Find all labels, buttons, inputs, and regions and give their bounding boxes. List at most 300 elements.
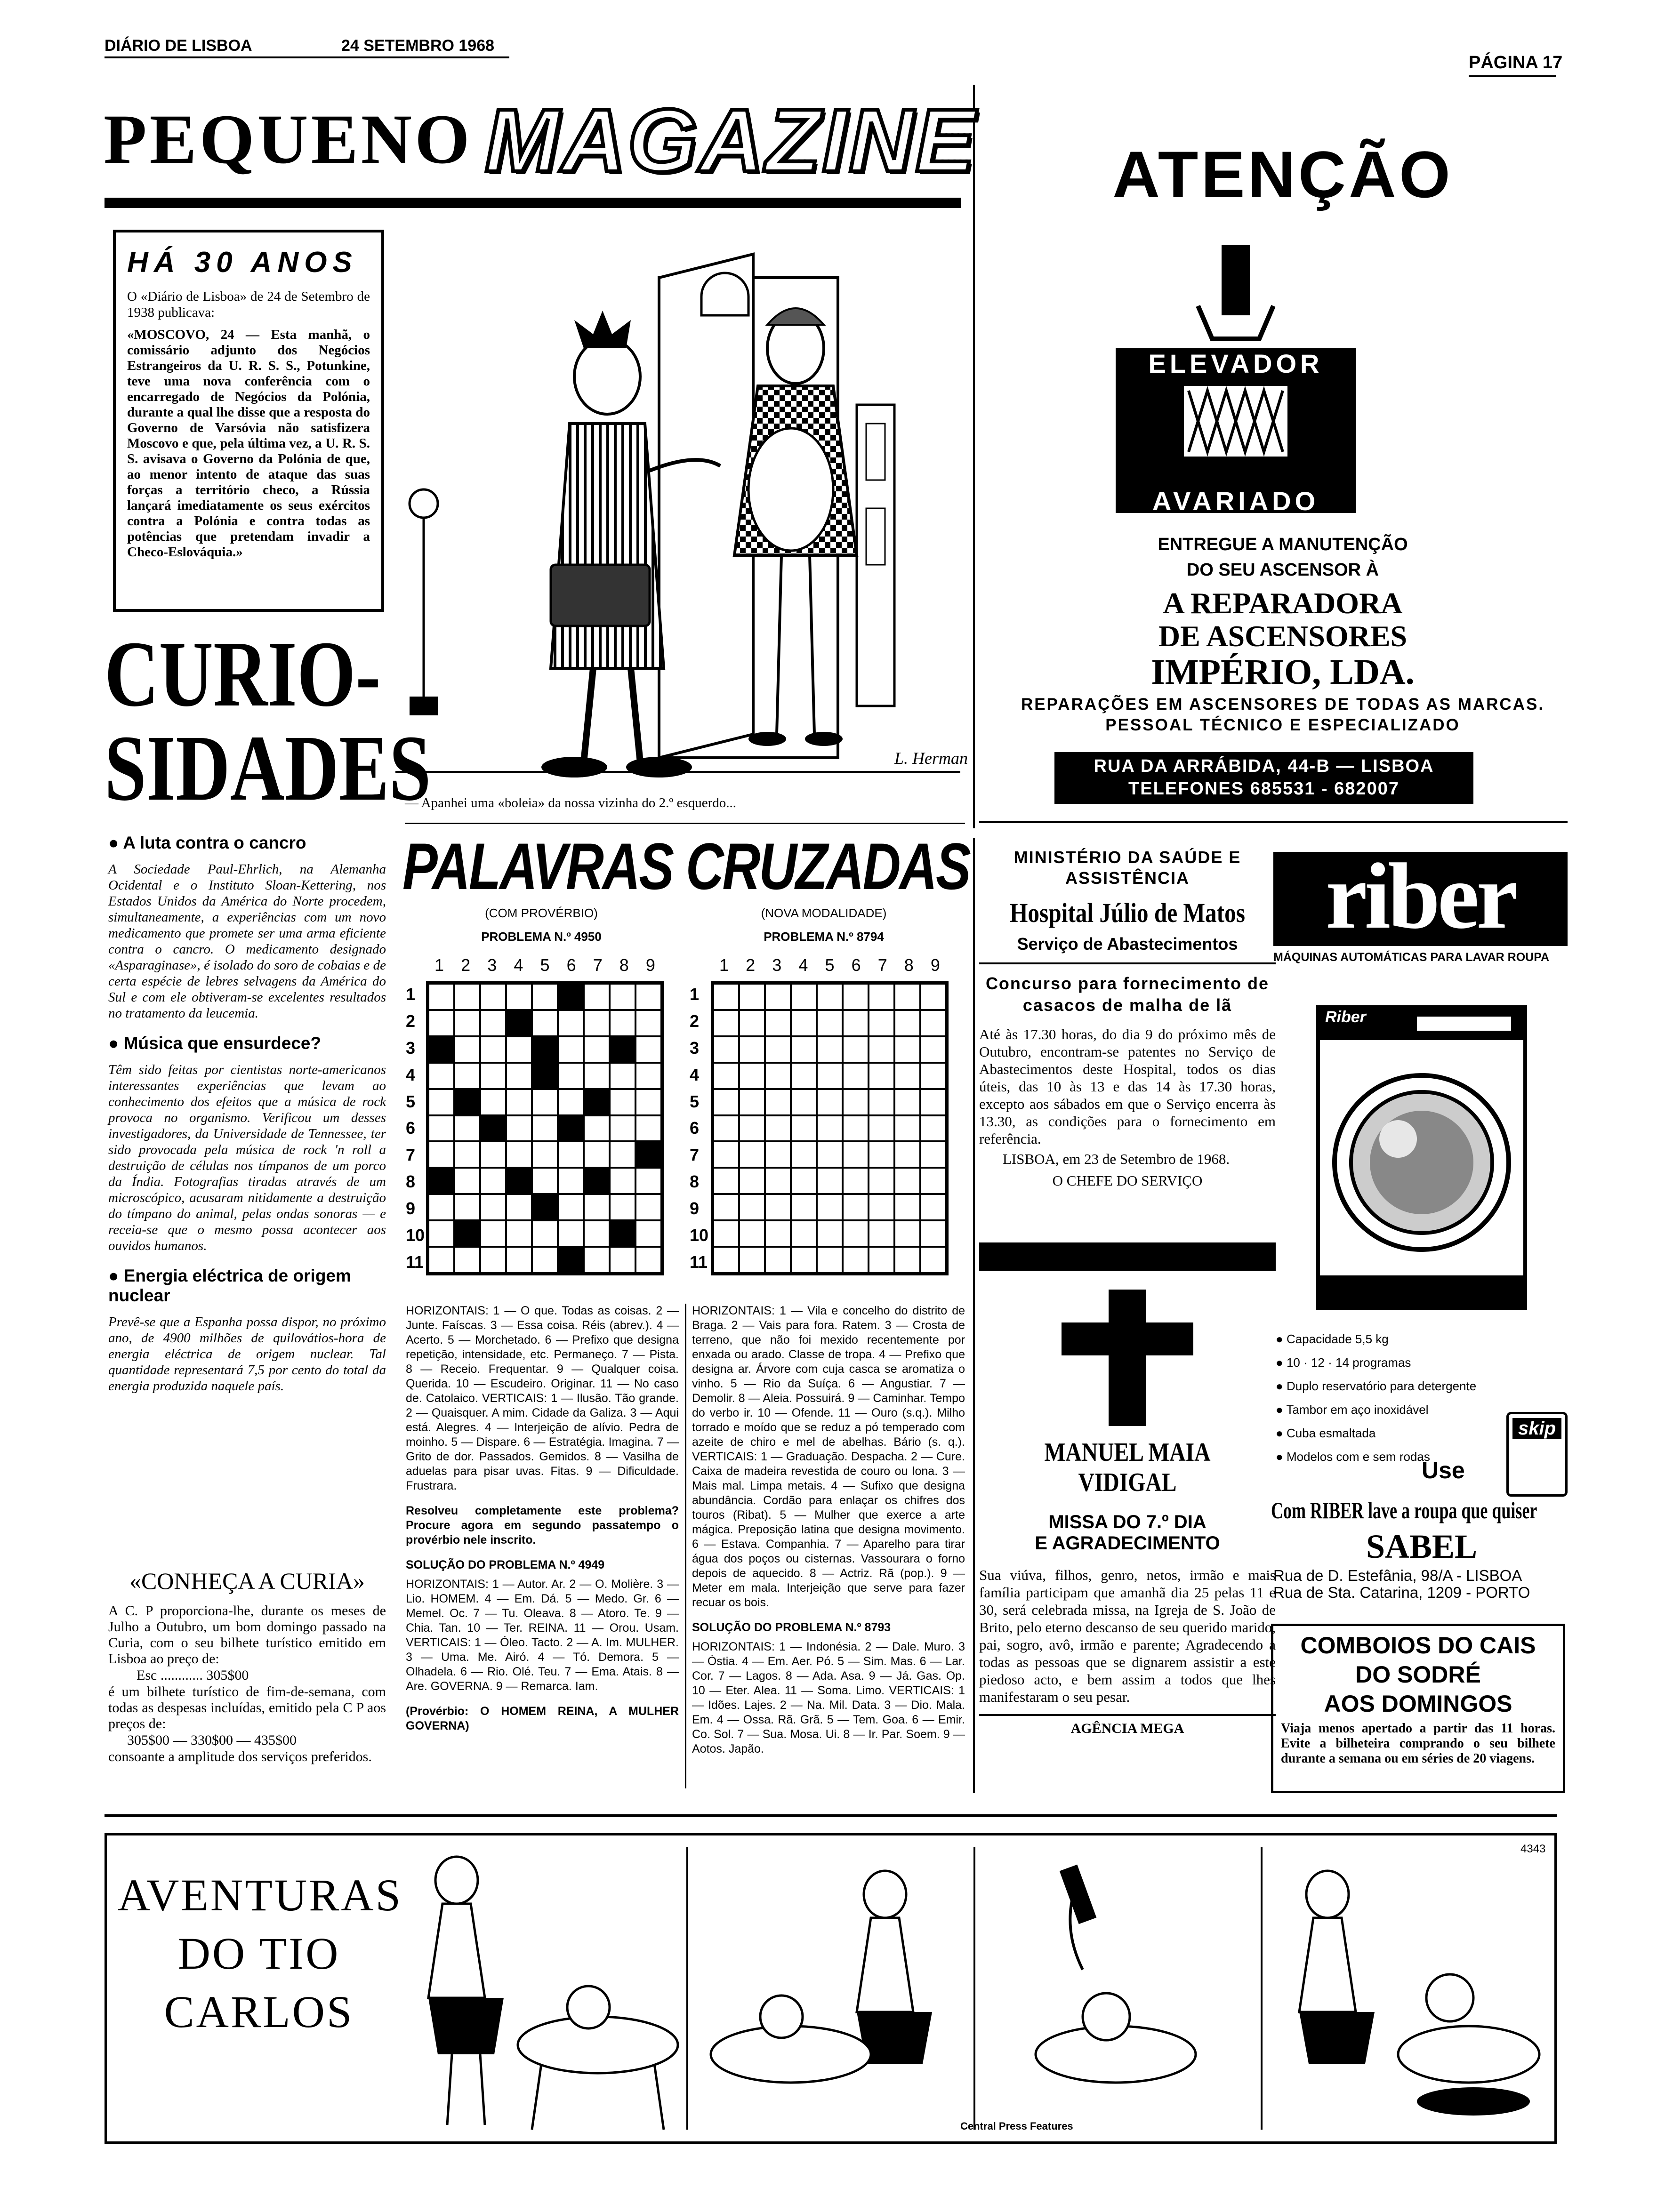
curia-title: «CONHEÇA A CURIA» <box>129 1568 365 1594</box>
crossword-title: PALAVRAS CRUZADAS <box>402 829 970 903</box>
crossword-cell[interactable] <box>480 984 506 1010</box>
crossword-cell[interactable] <box>428 984 454 1010</box>
crossword-cell[interactable] <box>817 1010 843 1036</box>
crossword-cell[interactable] <box>894 1036 920 1063</box>
crossword-cell[interactable] <box>480 1247 506 1273</box>
crossword-cell[interactable] <box>610 1010 635 1036</box>
crossword-cell[interactable] <box>584 1220 610 1247</box>
crossword-cell[interactable] <box>765 1115 791 1142</box>
row-number: 3 <box>406 1038 416 1058</box>
crossword-cell[interactable] <box>791 1194 817 1220</box>
row-number: 8 <box>406 1172 416 1192</box>
crossword-cell[interactable] <box>791 1168 817 1194</box>
comboios-body: Viaja menos apertado a partir das 11 horas. Evite a bilheteira comprando o seu bilhete durante a semana ou em séries de 20 viagens. <box>1281 1721 1555 1766</box>
riber-address-1: Rua de D. Estefânia, 98/A - LISBOA <box>1273 1567 1522 1584</box>
curia-text-3: consoante a amplitude dos serviços preferidos. <box>108 1749 372 1764</box>
crossword-cell[interactable] <box>454 1247 480 1273</box>
crossword-cell[interactable] <box>428 1247 454 1273</box>
crossword-cell[interactable] <box>739 1063 765 1089</box>
crossword-cell[interactable] <box>843 984 869 1010</box>
row-number: 8 <box>690 1172 700 1192</box>
crossword-cell[interactable] <box>920 1247 946 1273</box>
crossword-cell[interactable] <box>558 1010 584 1036</box>
crossword-cell[interactable] <box>454 1168 480 1194</box>
atencao-company-3: IMPÉRIO, LDA. <box>1151 652 1415 692</box>
col-number: 8 <box>619 955 629 975</box>
crossword-cell[interactable] <box>480 1168 506 1194</box>
crossword-cell[interactable] <box>765 1036 791 1063</box>
crossword-cell[interactable] <box>506 1220 532 1247</box>
crossword-cell[interactable] <box>635 1220 661 1247</box>
crossword-cell[interactable] <box>817 1247 843 1273</box>
ha30-intro: O «Diário de Lisboa» de 24 de Setembro de 1938 publicava: <box>127 289 370 320</box>
ministerio-notice <box>979 847 1276 1190</box>
curia-text-1: A C. P proporciona-lhe, durante os meses de Julho a Outubro, um bom domingo passado na Curia, com o seu bilhete turístico emitido em Lisboa ao preço de: <box>108 1603 386 1667</box>
crossword-cell[interactable] <box>894 1194 920 1220</box>
crossword-cell[interactable] <box>739 1089 765 1115</box>
crossword-black-cell <box>558 1247 584 1273</box>
crossword-cell[interactable] <box>894 1010 920 1036</box>
crossword-cell[interactable] <box>558 1168 584 1194</box>
crossword-cell[interactable] <box>480 1194 506 1220</box>
bullet-icon: ● <box>1276 1450 1287 1464</box>
crossword-left-grid[interactable] <box>426 981 664 1275</box>
crossword-cell[interactable] <box>454 984 480 1010</box>
comic-title-1: AVENTURAS <box>118 1870 402 1920</box>
atencao-address-box <box>1054 752 1473 804</box>
atencao-company-1: A REPARADORA <box>1163 586 1403 620</box>
riber-address-2: Rua de Sta. Catarina, 1209 - PORTO <box>1273 1584 1530 1601</box>
curiosidade-text-3: Prevê-se que a Espanha possa dispor, no próximo ano, de 4900 milhões de quilovátios-hora de energia eléctrica de origem nuclear. Tal quantidade representará 7,5 por cento do total da energia produzida naquele país. <box>108 1314 386 1394</box>
col-number: 8 <box>904 955 914 975</box>
crossword-cell[interactable] <box>869 984 894 1010</box>
crossword-cell[interactable] <box>584 984 610 1010</box>
crossword-left-solution-title: SOLUÇÃO DO PROBLEMA N.º 4949 <box>406 1558 605 1571</box>
crossword-cell[interactable] <box>765 1168 791 1194</box>
crossword-cell[interactable] <box>635 1247 661 1273</box>
crossword-cell[interactable] <box>869 1036 894 1063</box>
row-number: 4 <box>406 1065 416 1084</box>
crossword-cell[interactable] <box>894 1220 920 1247</box>
crossword-cell[interactable] <box>920 1089 946 1115</box>
crossword-cell[interactable] <box>843 1247 869 1273</box>
crossword-cell[interactable] <box>480 1220 506 1247</box>
crossword-cell[interactable] <box>843 1036 869 1063</box>
obituary-rule <box>979 1714 1276 1716</box>
crossword-cell[interactable] <box>791 1141 817 1168</box>
crossword-cell[interactable] <box>480 1010 506 1036</box>
crossword-cell[interactable] <box>739 1036 765 1063</box>
ha30-title: HÁ 30 ANOS <box>127 246 358 279</box>
crossword-cell[interactable] <box>739 1168 765 1194</box>
row-number: 1 <box>406 985 416 1004</box>
crossword-cell[interactable] <box>584 1194 610 1220</box>
crossword-cell[interactable] <box>739 1194 765 1220</box>
crossword-cell[interactable] <box>428 1194 454 1220</box>
comboios-line-3: AOS DOMINGOS <box>1324 1691 1512 1717</box>
atencao-line-2: DO SEU ASCENSOR À <box>1186 560 1379 580</box>
crossword-cell[interactable] <box>739 1220 765 1247</box>
crossword-cell[interactable] <box>920 984 946 1010</box>
crossword-cell[interactable] <box>791 1115 817 1142</box>
crossword-cell[interactable] <box>920 1168 946 1194</box>
crossword-right-solution: HORIZONTAIS: 1 — Indonésia. 2 — Dale. Muro. 3 — Óstia. 4 — Em. Aer. Pó. 5 — Sim. Mas. 6 — Lar. Cor. 7 — Lagos. 8 — Ada. Asa. 9 — Já. Gas. Op. 10 — Eter. Alea. 11 — Soma. Limo. VERTICAIS: 1 — Idões. Lajes. 2 — Na. Mil. Data. 3 — Dio. Mala. Em. 4 — Ossa. Rã. Grã. 5 — Tem. Goa. 6 — Emir. Co. Sol. 7 — Sua. Mosa. Ui. 8 — Ir. Par. Soem. 9 — Aotos. Japão. <box>692 1640 965 1755</box>
crossword-right-clues: HORIZONTAIS: 1 — Vila e concelho do distrito de Braga. 2 — Vais para fora. Ratem. 3 — Crosta de terreno, que não foi mexido recentemente por enxada ou arado. Classe de tropa. 4 — Prefixo que designa ar. Árvore com cuja casca se aromatiza o vinho. 5 — Rio da Suíça. 6 — Angustiar. 7 — Demolir. 8 — Aleia. Possuirá. 9 — Caminhar. Tempo do verbo ir. 10 — Ofende. 11 — Ouro (s.q.). Milho torrado e moído que se reduz a pó temperado com azeite de chiro e mel de abelhas. Bário (s. q.). VERTICAIS: 1 — Graduação. Despacha. 2 — Cure. Caixa de madeira revestida de couro ou lona. 3 — Mais mal. Limpa metais. 4 — Sufixo que designa abundância. Cordão para enlaçar os chifres dos touros (Ribat). 5 — Mulher que exerce a arte mágica. Preposição latina que designa movimento. 6 — Estava. Companhia. 7 — Aparelho para tirar água dos poços ou cisternas. Vassourara o forno depois de aquecido. 8 — Actriz. Rã (pop.). 9 — Meter em mala. Interjeição que serve para fazer recuar os bois. <box>692 1304 965 1609</box>
crossword-cell[interactable] <box>713 1141 739 1168</box>
col-number: 7 <box>877 955 887 975</box>
issue-date: 24 SETEMBRO 1968 <box>341 37 495 55</box>
curiosidade-text-1: A Sociedade Paul-Ehrlich, na Alemanha Ocidental e o Instituto Sloan-Kettering, nos Estados Unidos da América do Norte procedem, simultaneamente, a experiências com um novo medicamento que promete ser uma arma eficiente contra o cancro. O medicamento designado «Asparaginase», é isolado do soro de cobaias e de certa espécie de lebres selvagens da América do Sul e com ele obtiveram-se excelentes resultados no tratamento da leucemia. <box>108 862 386 1021</box>
crossword-cell[interactable] <box>765 1089 791 1115</box>
crossword-black-cell <box>532 1036 558 1063</box>
crossword-cell[interactable] <box>765 1063 791 1089</box>
obituary <box>979 1271 1276 1737</box>
crossword-cell[interactable] <box>894 1115 920 1142</box>
col-number: 3 <box>487 955 497 975</box>
crossword-cell[interactable] <box>428 1115 454 1142</box>
ministerio-concurso: Concurso para fornecimento de casacos de malha de lã <box>985 974 1270 1015</box>
curiosidade-heading-3: ● Energia eléctrica de origem nuclear <box>108 1266 351 1305</box>
crossword-cell[interactable] <box>817 1063 843 1089</box>
crossword-cell[interactable] <box>869 1141 894 1168</box>
crossword-cell[interactable] <box>480 1141 506 1168</box>
riber-slogan: Com RIBER lave a roupa que quiser <box>1271 1497 1537 1523</box>
crossword-cell[interactable] <box>920 1141 946 1168</box>
crossword-cell[interactable] <box>713 1063 739 1089</box>
col-number: 4 <box>514 955 523 975</box>
crossword-cell[interactable] <box>894 1141 920 1168</box>
crossword-cell[interactable] <box>713 1168 739 1194</box>
crossword-cell[interactable] <box>713 1194 739 1220</box>
crossword-cell[interactable] <box>610 1115 635 1142</box>
crossword-cell[interactable] <box>791 984 817 1010</box>
crossword-cell[interactable] <box>713 1089 739 1115</box>
col-number: 7 <box>593 955 603 975</box>
crossword-cell[interactable] <box>817 1141 843 1168</box>
row-number: 2 <box>690 1011 700 1031</box>
crossword-cell[interactable] <box>428 1010 454 1036</box>
crossword-cell[interactable] <box>584 1247 610 1273</box>
crossword-cell[interactable] <box>480 1063 506 1089</box>
crossword-cell[interactable] <box>558 1141 584 1168</box>
crossword-cell[interactable] <box>635 1194 661 1220</box>
crossword-cell[interactable] <box>506 1063 532 1089</box>
crossword-cell[interactable] <box>869 1168 894 1194</box>
crossword-cell[interactable] <box>610 1141 635 1168</box>
crossword-cell[interactable] <box>791 1220 817 1247</box>
crossword-black-cell <box>480 1115 506 1142</box>
col-number: 6 <box>566 955 576 975</box>
crossword-cell[interactable] <box>739 1010 765 1036</box>
crossword-cell[interactable] <box>869 1115 894 1142</box>
crossword-left-solution: HORIZONTAIS: 1 — Autor. Ar. 2 — O. Molière. 3 — Lio. HOMEM. 4 — Em. Dá. 5 — Medo. Gr. 6 — Memel. Oc. 7 — Tu. Oleava. 8 — Atoro. Te. 9 — Chia. Tan. 10 — Ter. REINA. 11 — Orou. Usam. VERTICAIS: 1 — Óleo. Tacto. 2 — A. Im. MULHER. 3 — Uma. Me. Airó. 4 — Tó. Demora. 5 — Olhadela. 6 — Rio. Olé. Teu. 7 — Ema. Atais. 8 — Are. GOVERNA. 9 — Remarca. Iam. <box>406 1578 679 1693</box>
crossword-right-grid[interactable] <box>711 981 949 1275</box>
crossword-cell[interactable] <box>610 1247 635 1273</box>
crossword-black-cell <box>584 1168 610 1194</box>
crossword-cell[interactable] <box>791 1247 817 1273</box>
row-number: 10 <box>690 1225 709 1245</box>
obituary-missa-2: E AGRADECIMENTO <box>1035 1533 1220 1554</box>
crossword-cell[interactable] <box>843 1010 869 1036</box>
crossword-cell[interactable] <box>635 1036 661 1063</box>
crossword-cell[interactable] <box>584 1010 610 1036</box>
crossword-cell[interactable] <box>506 984 532 1010</box>
feature-item: ● Duplo reservatório para detergente <box>1276 1379 1477 1393</box>
washing-machine-illustration <box>1313 1002 1530 1313</box>
row-number: 5 <box>406 1091 416 1111</box>
crossword-cell[interactable] <box>843 1220 869 1247</box>
crossword-cell[interactable] <box>843 1089 869 1115</box>
crossword-cell[interactable] <box>894 1063 920 1089</box>
crossword-cell[interactable] <box>894 984 920 1010</box>
crossword-cell[interactable] <box>532 1247 558 1273</box>
elevator-illustration <box>1116 235 1356 527</box>
crossword-right-solution-title: SOLUÇÃO DO PROBLEMA N.º 8793 <box>692 1621 891 1634</box>
crossword-cell[interactable] <box>610 1194 635 1220</box>
crossword-cell[interactable] <box>765 1247 791 1273</box>
crossword-cell[interactable] <box>454 1194 480 1220</box>
ha30-body: «MOSCOVO, 24 — Esta manhã, o comissário adjunto dos Negócios Estrangeiros da U. R. S. S., Potunkine, teve uma nova conferência com o encarregado de Negócios da Polónia, durante a qual lhe disse que a resposta do Governo de Varsóvia não satisfizera Moscovo e que, pela última vez, a U. R. S. S. avisava o Governo da Polónia de que, ao menor intento de ataque das suas forças a território checo, a Rússia lançará imediatamente os seus exércitos contra a Polónia e contra todas as potências que pretendam invadir a Checo-Eslováquia.» <box>127 327 370 560</box>
page-number: PÁGINA 17 <box>1469 53 1563 72</box>
row-number: 11 <box>406 1252 424 1272</box>
skip-logo: skip <box>1512 1418 1561 1439</box>
crossword-cell[interactable] <box>635 984 661 1010</box>
cartoon-signature: L. Herman <box>894 749 968 768</box>
crossword-cell[interactable] <box>869 1194 894 1220</box>
crossword-cell[interactable] <box>920 1115 946 1142</box>
crossword-cell[interactable] <box>739 1141 765 1168</box>
crossword-black-cell <box>610 1220 635 1247</box>
row-number: 6 <box>406 1118 416 1138</box>
crossword-cell[interactable] <box>506 1194 532 1220</box>
crossword-cell[interactable] <box>894 1168 920 1194</box>
comboios-line-2: DO SODRÉ <box>1355 1661 1481 1688</box>
crossword-cell[interactable] <box>454 1010 480 1036</box>
crossword-cell[interactable] <box>635 1115 661 1142</box>
curiosidade-heading-1: ● A luta contra o cancro <box>108 833 306 852</box>
crossword-cell[interactable] <box>428 1063 454 1089</box>
crossword-cell[interactable] <box>843 1168 869 1194</box>
crossword-cell[interactable] <box>558 1089 584 1115</box>
crossword-cell[interactable] <box>869 1010 894 1036</box>
crossword-cell[interactable] <box>843 1141 869 1168</box>
crossword-cell[interactable] <box>506 1089 532 1115</box>
crossword-cell[interactable] <box>739 1247 765 1273</box>
crossword-black-cell <box>428 1036 454 1063</box>
crossword-cell[interactable] <box>817 1220 843 1247</box>
crossword-cell[interactable] <box>739 984 765 1010</box>
col-number: 6 <box>851 955 861 975</box>
column-divider-lower <box>973 838 975 1793</box>
crossword-cell[interactable] <box>558 1194 584 1220</box>
crossword-cell[interactable] <box>584 1063 610 1089</box>
crossword-cell[interactable] <box>843 1194 869 1220</box>
feature-item: ● Tambor em aço inoxidável <box>1276 1403 1429 1417</box>
row-number: 9 <box>690 1198 700 1218</box>
crossword-cell[interactable] <box>610 1089 635 1115</box>
row-number: 7 <box>406 1145 416 1165</box>
row-number: 7 <box>690 1145 700 1165</box>
crossword-cell[interactable] <box>791 1036 817 1063</box>
crossword-cell[interactable] <box>713 1036 739 1063</box>
crossword-cell[interactable] <box>791 1063 817 1089</box>
crossword-cell[interactable] <box>791 1089 817 1115</box>
crossword-cell[interactable] <box>532 1115 558 1142</box>
crossword-cell[interactable] <box>765 984 791 1010</box>
crossword-cell[interactable] <box>920 1010 946 1036</box>
crossword-cell[interactable] <box>532 1089 558 1115</box>
masthead-rule <box>105 198 961 208</box>
riber-features <box>1276 1327 1511 1468</box>
crossword-cell[interactable] <box>869 1220 894 1247</box>
atencao-title: ATENÇÃO <box>1112 137 1453 211</box>
feature-item: ● Modelos com e sem rodas <box>1276 1450 1430 1464</box>
crossword-cell[interactable] <box>713 1010 739 1036</box>
crossword-cell[interactable] <box>843 1063 869 1089</box>
crossword-cell[interactable] <box>428 1089 454 1115</box>
crossword-left-problem: PROBLEMA N.º 4950 <box>481 930 602 944</box>
feature-item: ● Capacidade 5,5 kg <box>1276 1332 1389 1346</box>
riber-tagline: MÁQUINAS AUTOMÁTICAS PARA LAVAR ROUPA <box>1273 951 1550 964</box>
atencao-phones: TELEFONES 685531 - 682007 <box>1128 779 1400 799</box>
crossword-cell[interactable] <box>454 1115 480 1142</box>
crossword-cell[interactable] <box>428 1220 454 1247</box>
crossword-cell[interactable] <box>506 1036 532 1063</box>
crossword-cell[interactable] <box>869 1063 894 1089</box>
cartoon-rule <box>405 823 965 824</box>
crossword-left-clues: HORIZONTAIS: 1 — O que. Todas as coisas. 2 — Junte. Faíscas. 3 — Essa coisa. Réis (abrev.). 4 — Acerto. 5 — Morchetado. 6 — Prefixo que designa repetição, intensidade, etc. Permaneço. 7 — Pista. 8 — Receio. Frequentar. 9 — Qualquer coisa. Querida. 10 — Escudeiro. Originar. 11 — No caso de. Catolaico. VERTICAIS: 1 — Ilusão. Tão grande. 2 — Quaisquer. A mim. Cidade da Galiza. 3 — Aqui está. Alegres. 4 — Interjeição de alívio. Pedra de moinho. 5 — Dispare. 6 — Estratégia. Imagina. 7 — Grito de dor. Passados. Gemidos. 8 — Vasilha de aduelas para pisar uvas. Fitas. 9 — Dificuldade. Frustrara. <box>406 1304 679 1492</box>
riber-logo-box <box>1273 844 1568 948</box>
crossword-cell[interactable] <box>894 1247 920 1273</box>
crossword-cell[interactable] <box>610 984 635 1010</box>
crossword-cell[interactable] <box>920 1036 946 1063</box>
crossword-cell[interactable] <box>558 1220 584 1247</box>
crossword-cell[interactable] <box>817 1036 843 1063</box>
curiosidade-text-2: Têm sido feitas por cientistas norte-americanos interessantes experiências que levam ao conhecimento dos efeitos que a música de rock provoca no organismo. Verificou um desses investigadores, da Universidade de Tennessee, ter sido provocada pela música de rock 'n roll a destruição de células nos tímpanos de um porco da Índia. Fotografias tiradas através de um microscópico, acusaram nitidamente a destruição do tímpano do animal, pelas ondas sonoras — e receia-se que o mesmo possa acontecer aos ouvidos humanos. <box>108 1062 386 1253</box>
crossword-cell[interactable] <box>765 1194 791 1220</box>
crossword-cell[interactable] <box>920 1194 946 1220</box>
row-number: 4 <box>690 1065 700 1084</box>
row-number: 10 <box>406 1225 425 1245</box>
crossword-cell[interactable] <box>584 1141 610 1168</box>
ha30-box <box>113 230 384 612</box>
bullet-icon: ● <box>1276 1332 1287 1346</box>
avariado-label: AVARIADO <box>1152 486 1319 516</box>
crossword-cell[interactable] <box>765 1220 791 1247</box>
elevador-label: ELEVADOR <box>1148 349 1323 378</box>
crossword-left-text <box>406 1304 679 1733</box>
crossword-cell[interactable] <box>920 1220 946 1247</box>
crossword-cell[interactable] <box>817 1115 843 1142</box>
atencao-company-2: DE ASCENSORES <box>1158 619 1408 653</box>
crossword-cell[interactable] <box>454 1141 480 1168</box>
crossword-cell[interactable] <box>817 1168 843 1194</box>
crossword-cell[interactable] <box>817 984 843 1010</box>
machine-label: Riber <box>1325 1008 1366 1026</box>
crossword-cell[interactable] <box>791 1010 817 1036</box>
crossword-right-row-numbers <box>690 981 708 1275</box>
col-number: 9 <box>645 955 655 975</box>
crossword-cell[interactable] <box>532 984 558 1010</box>
curia-price-1: Esc ............ 305$00 <box>137 1667 249 1683</box>
ministerio-body: Até às 17.30 horas, do dia 9 do próximo mês de Outubro, encontram-se patentes no Serviço de Abastecimentos deste Hospital, todos os dias úteis, das 10 às 13 e das 14 às 17.30 horas, excepto aos sábados em que o Serviço encerra às 13.30, as condições para o fornecimento em referência. <box>979 1026 1276 1147</box>
obituary-body: Sua viúva, filhos, genro, netos, irmão e mais família participam que amanhã dia 25 pelas 11 e 30, será celebrada missa, na Igreja de S. João de Brito, pelo eterno descanso de seu querido marido, pai, sogro, avô, irmão e parente; Agradecendo a todas as pessoas que se dignarem assistir a este piedoso acto, e bem assim a todos que lhes manifestaram o seu pesar. <box>979 1567 1276 1705</box>
crossword-black-cell <box>506 1168 532 1194</box>
ministerio-sign: O CHEFE DO SERVIÇO <box>1052 1172 1203 1189</box>
crossword-cell[interactable] <box>532 1168 558 1194</box>
crossword-black-cell <box>610 1036 635 1063</box>
comic-code: 4343 <box>1520 1843 1546 1855</box>
crossword-cell[interactable] <box>506 1247 532 1273</box>
crossword-cell[interactable] <box>610 1063 635 1089</box>
bullet-icon: ● <box>108 1266 124 1285</box>
crossword-cell[interactable] <box>480 1036 506 1063</box>
masthead-magazine: MAGAZINE <box>485 89 977 192</box>
crossword-cell[interactable] <box>635 1089 661 1115</box>
crossword-cell[interactable] <box>869 1089 894 1115</box>
crossword-cell[interactable] <box>843 1115 869 1142</box>
crossword-cell[interactable] <box>765 1141 791 1168</box>
crossword-cell[interactable] <box>584 1115 610 1142</box>
feature-item: ● Cuba esmaltada <box>1276 1426 1376 1440</box>
ministerio-service: Serviço de Abastecimentos <box>1017 934 1238 954</box>
crossword-cell[interactable] <box>532 1220 558 1247</box>
crossword-cell[interactable] <box>713 1220 739 1247</box>
page-rule <box>1469 75 1556 77</box>
crossword-cell[interactable] <box>558 1036 584 1063</box>
crossword-cell[interactable] <box>480 1089 506 1115</box>
skip-use: Use <box>1422 1457 1465 1483</box>
crossword-cell[interactable] <box>713 1247 739 1273</box>
crossword-cell[interactable] <box>894 1089 920 1115</box>
col-number: 2 <box>461 955 471 975</box>
crossword-cell[interactable] <box>635 1063 661 1089</box>
crossword-cell[interactable] <box>610 1168 635 1194</box>
curiosidade-heading-2: ● Música que ensurdece? <box>108 1034 322 1053</box>
crossword-cell[interactable] <box>454 1063 480 1089</box>
crossword-cell[interactable] <box>454 1036 480 1063</box>
crossword-cell[interactable] <box>584 1036 610 1063</box>
crossword-black-cell <box>454 1220 480 1247</box>
crossword-cell[interactable] <box>428 1141 454 1168</box>
crossword-cell[interactable] <box>532 1141 558 1168</box>
crossword-cell[interactable] <box>506 1141 532 1168</box>
crossword-cell[interactable] <box>713 984 739 1010</box>
crossword-cell[interactable] <box>739 1115 765 1142</box>
crossword-left-instructions: Resolveu completamente este problema? Procure agora em segundo passatempo o provérbio nele inscrito. <box>406 1504 679 1547</box>
crossword-cell[interactable] <box>532 1010 558 1036</box>
curia-section <box>108 1567 386 1765</box>
crossword-cell[interactable] <box>920 1063 946 1089</box>
obituary-name: MANUEL MAIA VIDIGAL <box>1044 1438 1211 1497</box>
cartoon-caption: — Apanhei uma «boleia» da nossa vizinha do 2.º esquerdo... <box>405 795 737 810</box>
feature-item: ● 10 · 12 · 14 programas <box>1276 1355 1411 1370</box>
crossword-cell[interactable] <box>869 1247 894 1273</box>
header-rule <box>105 56 509 58</box>
crossword-cell[interactable] <box>635 1010 661 1036</box>
riber-dealer: SABEL <box>1366 1528 1478 1565</box>
crossword-cell[interactable] <box>713 1115 739 1142</box>
crossword-cell[interactable] <box>506 1115 532 1142</box>
col-number: 1 <box>719 955 729 975</box>
crossword-cell[interactable] <box>765 1010 791 1036</box>
crossword-cell[interactable] <box>817 1089 843 1115</box>
crossword-cell[interactable] <box>635 1168 661 1194</box>
crossword-cell[interactable] <box>817 1194 843 1220</box>
comboios-box <box>1271 1624 1565 1793</box>
curiosidades-title-1: CURIO- <box>105 622 381 726</box>
crossword-cell[interactable] <box>558 1063 584 1089</box>
